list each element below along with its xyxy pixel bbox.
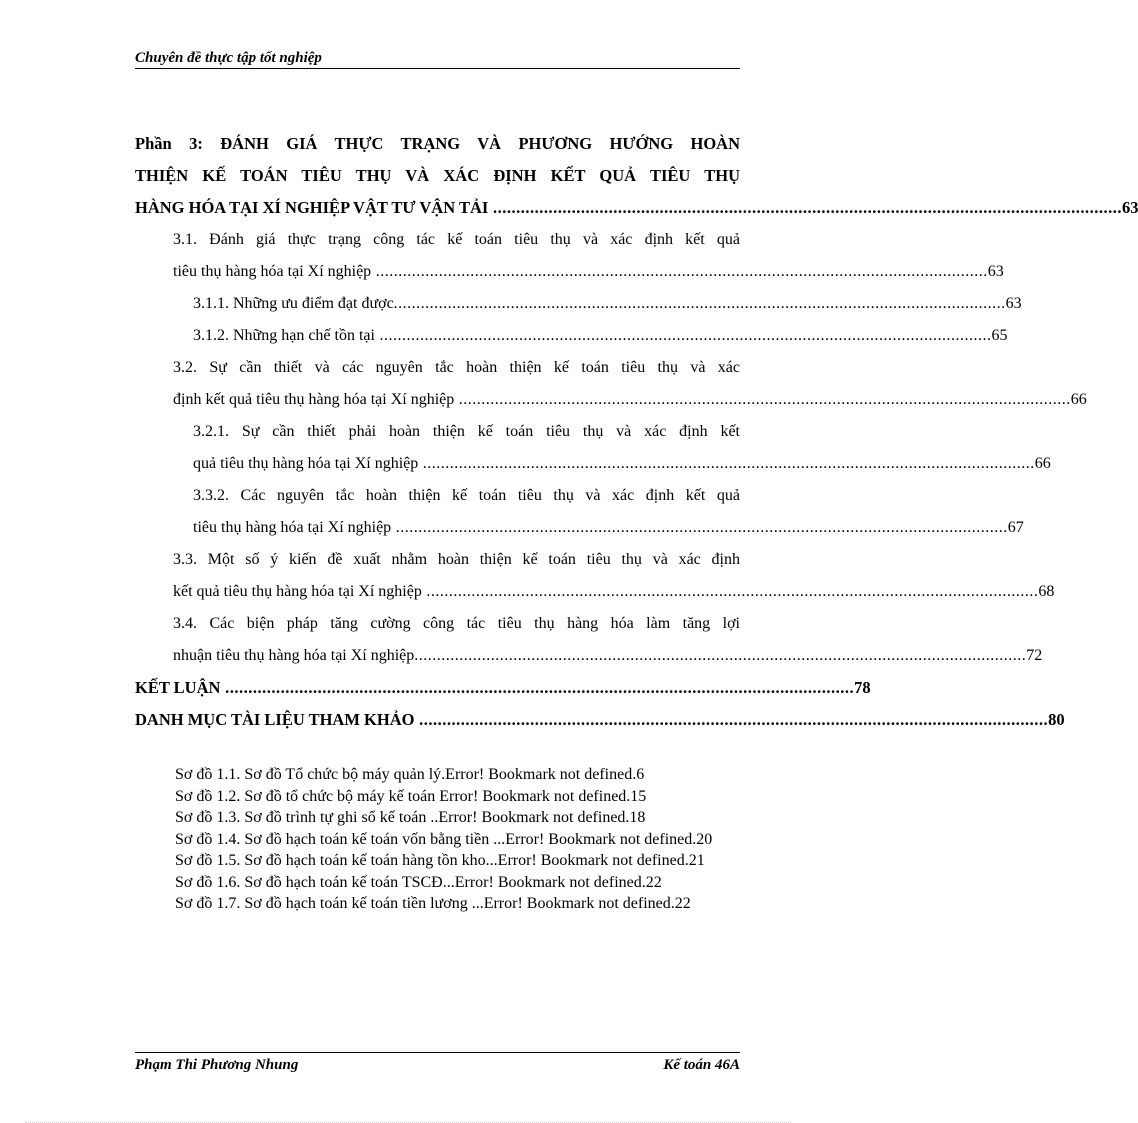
figure-item[interactable]: Sơ đồ 1.4. Sơ đồ hạch toán kế toán vốn bằng tiền ...Error! Bookmark not defined.20 xyxy=(175,830,713,848)
toc-s33-line1[interactable]: 3.3. Một số ý kiến đề xuất nhằm hoàn thiện kế toán tiêu thụ và xác định xyxy=(173,551,740,568)
toc-part3-line1[interactable]: Phần 3: ĐÁNH GIÁ THỰC TRẠNG VÀ PHƯƠNG HƯỚNG HOÀN xyxy=(135,134,740,153)
toc-s321-entry[interactable] xyxy=(135,448,1051,480)
figure-item[interactable]: Sơ đồ 1.5. Sơ đồ hạch toán kế toán hàng tồn kho...Error! Bookmark not defined.21 xyxy=(175,852,705,869)
toc-s321-line2: quả tiêu thụ hàng hóa tại Xí nghiệp xyxy=(193,455,419,472)
toc-s34-line1[interactable]: 3.4. Các biện pháp tăng cường công tác tiêu thụ hàng hóa làm tăng lợi xyxy=(173,615,740,632)
toc-leader-dots: ........................................................................................................................................ xyxy=(414,710,1049,729)
figure-item[interactable]: Sơ đồ 1.2. Sơ đồ tổ chức bộ máy kế toán Error! Bookmark not defined.15 xyxy=(175,787,647,805)
figure-item[interactable]: Sơ đồ 1.7. Sơ đồ hạch toán kế toán tiền lương ...Error! Bookmark not defined.22 xyxy=(175,895,691,912)
toc-part3-line2[interactable]: THIỆN KẾ TOÁN TIÊU THỤ VÀ XÁC ĐỊNH KẾT QUẢ TIÊU THỤ xyxy=(135,166,740,185)
toc-page-number: 72 xyxy=(1026,647,1043,664)
figure-item[interactable]: Sơ đồ 1.1. Sơ đồ Tổ chức bộ máy quản lý.Error! Bookmark not defined.6 xyxy=(175,766,645,783)
figure-list xyxy=(175,764,745,915)
toc-s34-line2: nhuận tiêu thụ hàng hóa tại Xí nghiệp xyxy=(173,647,415,664)
toc-page-number: 80 xyxy=(1048,710,1065,729)
toc-page-number: 66 xyxy=(1070,391,1087,408)
toc-s332-entry[interactable] xyxy=(135,512,1024,544)
toc-s32-entry[interactable] xyxy=(135,384,1087,416)
figure-item[interactable]: Sơ đồ 1.6. Sơ đồ hạch toán kế toán TSCĐ...Error! Bookmark not defined.22 xyxy=(175,873,662,891)
toc-s32-line2: định kết quả tiêu thụ hàng hóa tại Xí nghiệp xyxy=(173,391,455,408)
figure-item[interactable]: Sơ đồ 1.3. Sơ đồ trình tự ghi sổ kế toán ..Error! Bookmark not defined.18 xyxy=(175,809,646,826)
toc-s33-entry[interactable] xyxy=(135,576,1055,608)
toc-leader-dots: ........................................................................................................................................ xyxy=(418,455,1035,472)
toc-part3-line3: HÀNG HÓA TẠI XÍ NGHIỆP VẬT TƯ VẬN TẢI xyxy=(135,198,489,217)
toc-s332-line2: tiêu thụ hàng hóa tại Xí nghiệp xyxy=(193,519,392,536)
toc-s31-entry[interactable] xyxy=(135,256,1004,288)
toc-page-number: 63 xyxy=(987,263,1004,280)
header-title: Chuyên đề thực tập tốt nghiệp xyxy=(135,50,322,66)
toc-s31-line1[interactable]: 3.1. Đánh giá thực trạng công tác kế toán tiêu thụ và xác định kết quả xyxy=(173,231,740,248)
toc-leader-dots: ........................................................................................................................................ xyxy=(414,647,1027,664)
toc-page-number: 63 xyxy=(1005,295,1022,312)
toc-page-number: 78 xyxy=(854,678,871,697)
toc-s311-entry[interactable] xyxy=(135,288,1022,320)
toc-page-number: 66 xyxy=(1034,455,1051,472)
footer-class: Kế toán 46A xyxy=(663,1057,740,1073)
toc-s312-entry[interactable] xyxy=(135,320,1008,352)
toc-leader-dots: ........................................................................................................................................ xyxy=(488,198,1122,217)
table-of-contents xyxy=(135,128,1138,736)
toc-s32-line1[interactable]: 3.2. Sự cần thiết và các nguyên tắc hoàn thiện kế toán tiêu thụ và xác xyxy=(173,359,740,376)
toc-references-entry[interactable] xyxy=(135,704,1065,736)
toc-page-number: 68 xyxy=(1038,583,1055,600)
toc-conclusion-entry[interactable] xyxy=(135,672,871,704)
toc-page-number: 67 xyxy=(1007,519,1024,536)
toc-references-title: DANH MỤC TÀI LIỆU THAM KHẢO xyxy=(135,710,415,729)
toc-s34-entry[interactable] xyxy=(135,640,1043,672)
toc-page-number: 63 xyxy=(1121,198,1138,217)
toc-s311-title: 3.1.1. Những ưu điểm đạt được xyxy=(193,295,394,312)
toc-s312-title: 3.1.2. Những hạn chế tồn tại xyxy=(193,327,375,344)
toc-part3-entry[interactable] xyxy=(135,192,1138,224)
toc-leader-dots: ........................................................................................................................................ xyxy=(393,295,1006,312)
toc-conclusion-title: KẾT LUẬN xyxy=(135,678,221,697)
toc-page-number: 65 xyxy=(991,327,1008,344)
page-footer xyxy=(135,1052,740,1074)
toc-s31-line2: tiêu thụ hàng hóa tại Xí nghiệp xyxy=(173,263,372,280)
toc-s332-line1[interactable]: 3.3.2. Các nguyên tắc hoàn thiện kế toán tiêu thụ và xác định kết quả xyxy=(193,487,740,504)
toc-leader-dots: ........................................................................................................................................ xyxy=(421,583,1039,600)
toc-leader-dots: ........................................................................................................................................ xyxy=(374,327,992,344)
page-header xyxy=(135,48,740,69)
toc-leader-dots: ........................................................................................................................................ xyxy=(391,519,1008,536)
toc-leader-dots: ........................................................................................................................................ xyxy=(220,678,855,697)
toc-leader-dots: ........................................................................................................................................ xyxy=(371,263,988,280)
toc-s321-line1[interactable]: 3.2.1. Sự cần thiết phải hoàn thiện kế toán tiêu thụ và xác định kết xyxy=(193,423,740,440)
footer-author: Phạm Thi Phương Nhung xyxy=(135,1057,299,1073)
toc-s33-line2: kết quả tiêu thụ hàng hóa tại Xí nghiệp xyxy=(173,583,422,600)
toc-leader-dots: ........................................................................................................................................ xyxy=(454,391,1071,408)
